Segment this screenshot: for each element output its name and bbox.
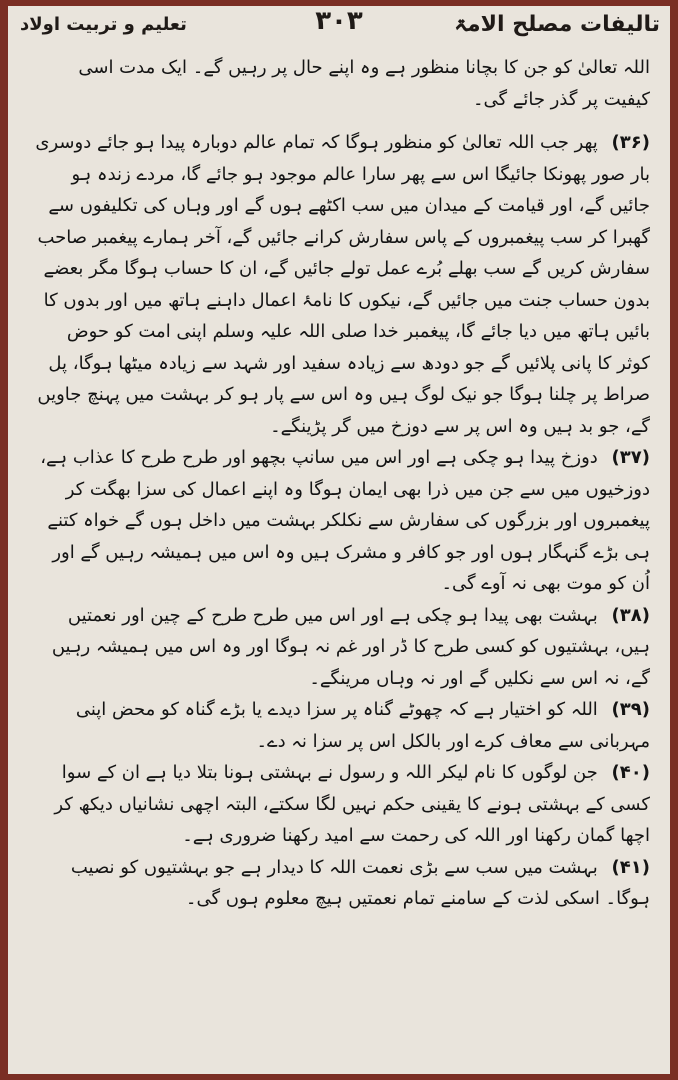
paragraph-number: (۴۱) <box>611 856 650 878</box>
paragraph-40 <box>30 757 650 852</box>
page-content <box>30 52 650 1064</box>
paragraph-text: بہشت میں سب سے بڑی نعمت اللہ کا دیدار ہے جو بہشتیوں کو نصیب ہوگا۔ اسکی لذت کے سامنے تمام نعمتیں ہیچ معلوم ہوں گی۔ <box>70 856 650 909</box>
paragraph-39 <box>30 694 650 757</box>
paragraph-number: (۳۷) <box>611 447 650 468</box>
paragraph-number: (۴۰) <box>611 762 650 783</box>
paragraph-text: پھر جب اللہ تعالیٰ کو منظور ہوگا کہ تمام عالم دوبارہ پیدا ہو جائے دوسری بار صور پھونکا جائیگا اس سے پھر سارا عالم موجود ہو جائے گا، مردے زندہ ہو جائیں گے، اور قیامت کے میدان میں سب اکٹھے ہوں گے اور وہاں کی تکلیفوں سے گھبرا کر سب پیغمبروں کے پاس سفارش کرانے جائیں گے، آخر ہمارے پیغمبر صاحب سفارش کریں گے سب بھلے بُرے عمل تولے جائیں گے، ان کا حساب ہوگا مگر بعضے بدون حساب جنت میں جائیں گے، نیکوں کا نامۂ اعمال داہنے ہاتھ میں اور بدوں کا بائیں ہاتھ میں دیا جائے گا، پیغمبر خدا صلی اللہ علیہ وسلم اپنی امت کو حوض کوثر کا پانی پلائیں گے جو دودھ سے زیادہ سفید اور شہد سے زیادہ میٹھا ہوگا، پل صراط پر چلنا ہوگا جو نیک لوگ ہیں وہ اس سے پار ہو کر بہشت میں پہنچ جاویں گے، جو بد ہیں وہ اس پر سے دوزخ میں گر پڑینگے۔ <box>35 132 650 437</box>
paragraph-41 <box>30 852 650 915</box>
paragraph-text: اللہ تعالیٰ کو جن کا بچانا منظور ہے وہ اپنے حال پر رہیں گے۔ ایک مدت اسی کیفیت پر گذر جائے گی۔ <box>78 57 650 110</box>
paragraph-text: دوزخ پیدا ہو چکی ہے اور اس میں سانپ بچھو اور طرح طرح کا عذاب ہے، دوزخیوں میں سے جن میں ذرا بھی ایمان ہوگا وہ اپنے اعمال کی سزا بھگت کر پیغمبروں اور بزرگوں کی سفارش سے نکلکر بہشت میں داخل ہوں گے خواہ کتنے ہی بڑے گنہگار ہوں اور جو کافر و مشرک ہیں وہ اس میں ہمیشہ رہیں گے اور اُن کو موت بھی نہ آوے گی۔ <box>40 447 650 594</box>
paragraph-text: اللہ کو اختیار ہے کہ چھوٹے گناہ پر سزا دیدے یا بڑے گناہ کو محض اپنی مہربانی سے معاف کرے اور بالکل اس پر سزا نہ دے۔ <box>75 699 650 752</box>
paragraph-36 <box>30 127 650 442</box>
page-number: ۳۰۳ <box>315 6 363 36</box>
paragraph-number: (۳۸) <box>611 604 650 626</box>
paragraph-number: (۳۶) <box>611 132 650 153</box>
book-title: تالیفات مصلح الامۃ <box>454 12 660 37</box>
chapter-title: تعلیم و تربیت اولاد <box>20 14 187 35</box>
paragraph-37 <box>30 442 650 600</box>
paragraph-38 <box>30 600 650 695</box>
paragraph-text: بہشت بھی پیدا ہو چکی ہے اور اس میں طرح طرح کے چین اور نعمتیں ہیں، بہشتیوں کو کسی طرح کا ڈر اور غم نہ ہوگا اور وہ اس میں ہمیشہ رہیں گے، نہ اس سے نکلیں گے اور نہ وہاں مرینگے۔ <box>51 604 650 689</box>
paragraph-number: (۳۹) <box>611 699 650 720</box>
page-header <box>8 6 670 44</box>
paragraph-text: جن لوگوں کا نام لیکر اللہ و رسول نے بہشتی ہونا بتلا دیا ہے ان کے سوا کسی کے بہشتی ہونے کا یقینی حکم نہیں لگا سکتے، البتہ اچھی نشانیاں دیکھ کر اچھا گمان رکھنا اور اللہ کی رحمت سے امید رکھنا ضروری ہے۔ <box>54 762 650 846</box>
paragraph-continuation <box>30 52 650 115</box>
book-page <box>8 6 670 1074</box>
